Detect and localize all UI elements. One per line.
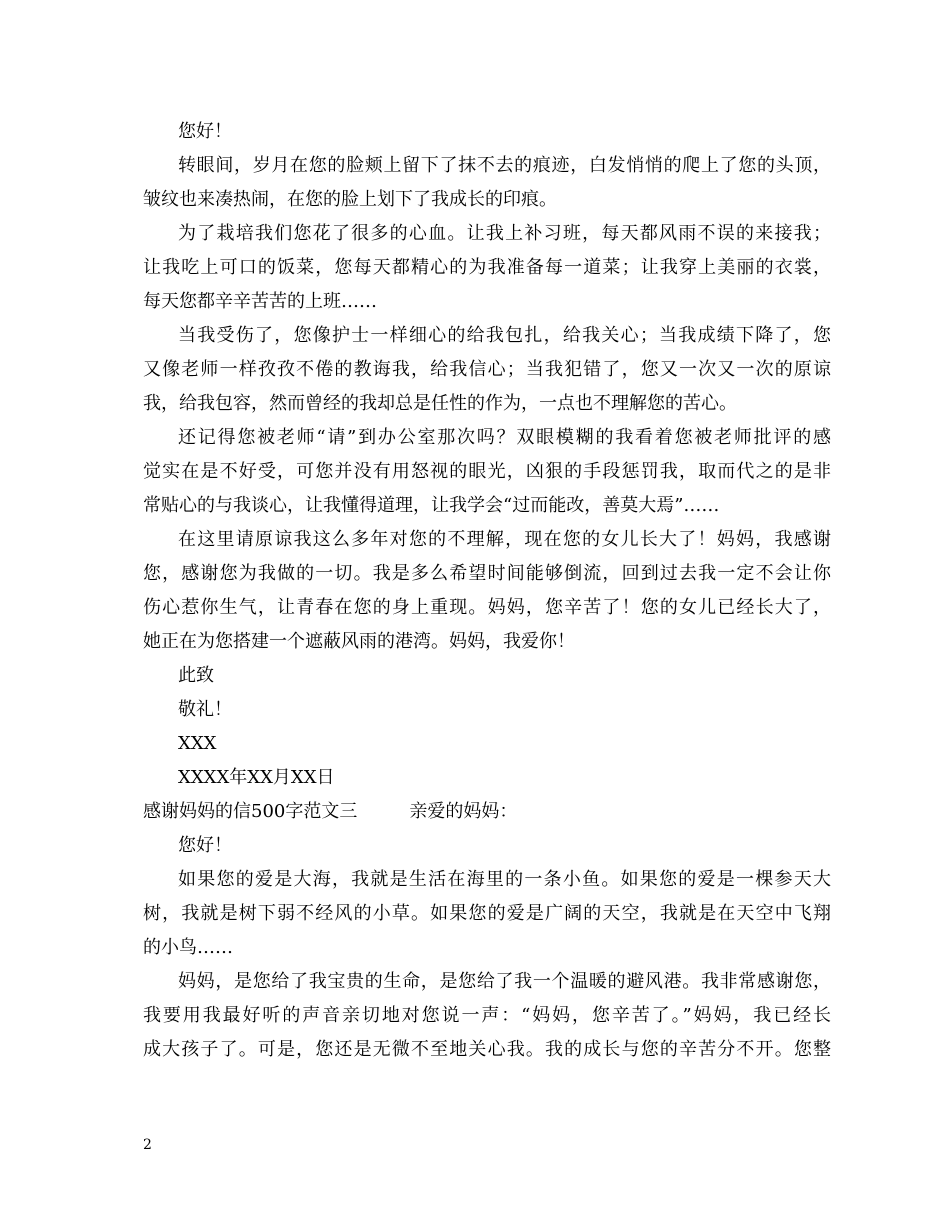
paragraph-line: 您，感谢您为我做的一切。我是多么希望时间能够倒流，回到过去我一定不会让你 [143,563,831,584]
paragraph-line: 每天您都辛辛苦苦的上班…… [143,291,377,312]
paragraph-line: 树，我就是树下弱不经风的小草。如果您的爱是广阔的天空，我就是在天空中飞翔 [143,903,831,924]
paragraph-line: 觉实在是不好受，可您并没有用怒视的眼光，凶狠的手段惩罚我，取而代之的是非 [143,461,831,482]
paragraph-line: 又像老师一样孜孜不倦的教诲我，给我信心；当我犯错了，您又一次又一次的原谅 [143,359,831,380]
paragraph-line: 还记得您被老师“请”到办公室那次吗？双眼模糊的我看着您被老师批评的感 [178,427,831,448]
greeting: 您好！ [178,121,232,142]
recipient-greeting: 亲爱的妈妈： [409,801,518,822]
salutation-line: 敬礼！ [178,699,232,720]
paragraph-line: 当我受伤了，您像护士一样细心的给我包扎，给我关心；当我成绩下降了，您 [178,325,831,346]
paragraph-line: 转眼间，岁月在您的脸颊上留下了抹不去的痕迹，白发悄悄的爬上了您的头顶， [178,155,831,176]
date-line: XXXX年XX月XX日 [178,767,335,788]
section-title: 感谢妈妈的信500字范文三 [143,801,358,822]
paragraph-line: 如果您的爱是大海，我就是生活在海里的一条小鱼。如果您的爱是一棵参天大 [178,869,831,890]
paragraph-line: 为了栽培我们您花了很多的心血。让我上补习班，每天都风雨不误的来接我； [178,223,831,244]
paragraph-line: 我要用我最好听的声音亲切地对您说一声：“妈妈，您辛苦了。”妈妈，我已经长 [143,1005,831,1026]
paragraph-line: 我，给我包容，然而曾经的我却总是任性的作为，一点也不理解您的苦心。 [143,393,737,414]
greeting: 您好！ [178,835,232,856]
signature-line: XXX [178,733,217,754]
paragraph-line: 常贴心的与我谈心，让我懂得道理，让我学会“过而能改，善莫大焉”…… [143,495,720,516]
closing-line: 此致 [178,665,214,686]
paragraph-line: 的小鸟…… [143,937,233,958]
paragraph-line: 伤心惹你生气，让青春在您的身上重现。妈妈，您辛苦了！您的女儿已经长大了， [143,597,831,618]
paragraph-line: 让我吃上可口的饭菜，您每天都精心的为我准备每一道菜；让我穿上美丽的衣裳， [143,257,831,278]
paragraph-line: 妈妈，是您给了我宝贵的生命，是您给了我一个温暖的避风港。我非常感谢您， [178,971,831,992]
paragraph-line: 她正在为您搭建一个遮蔽风雨的港湾。妈妈，我爱你！ [143,631,575,652]
section-title-line [143,795,831,829]
paragraph-line: 在这里请原谅我这么多年对您的不理解，现在您的女儿长大了！妈妈，我感谢 [178,529,831,550]
paragraph-line: 成大孩子了。可是，您还是无微不至地关心我。我的成长与您的辛苦分不开。您整 [143,1039,831,1060]
page-number: 2 [143,1137,152,1153]
letter-body [143,115,831,1067]
paragraph-line: 皱纹也来凑热闹，在您的脸上划下了我成长的印痕。 [143,189,557,210]
